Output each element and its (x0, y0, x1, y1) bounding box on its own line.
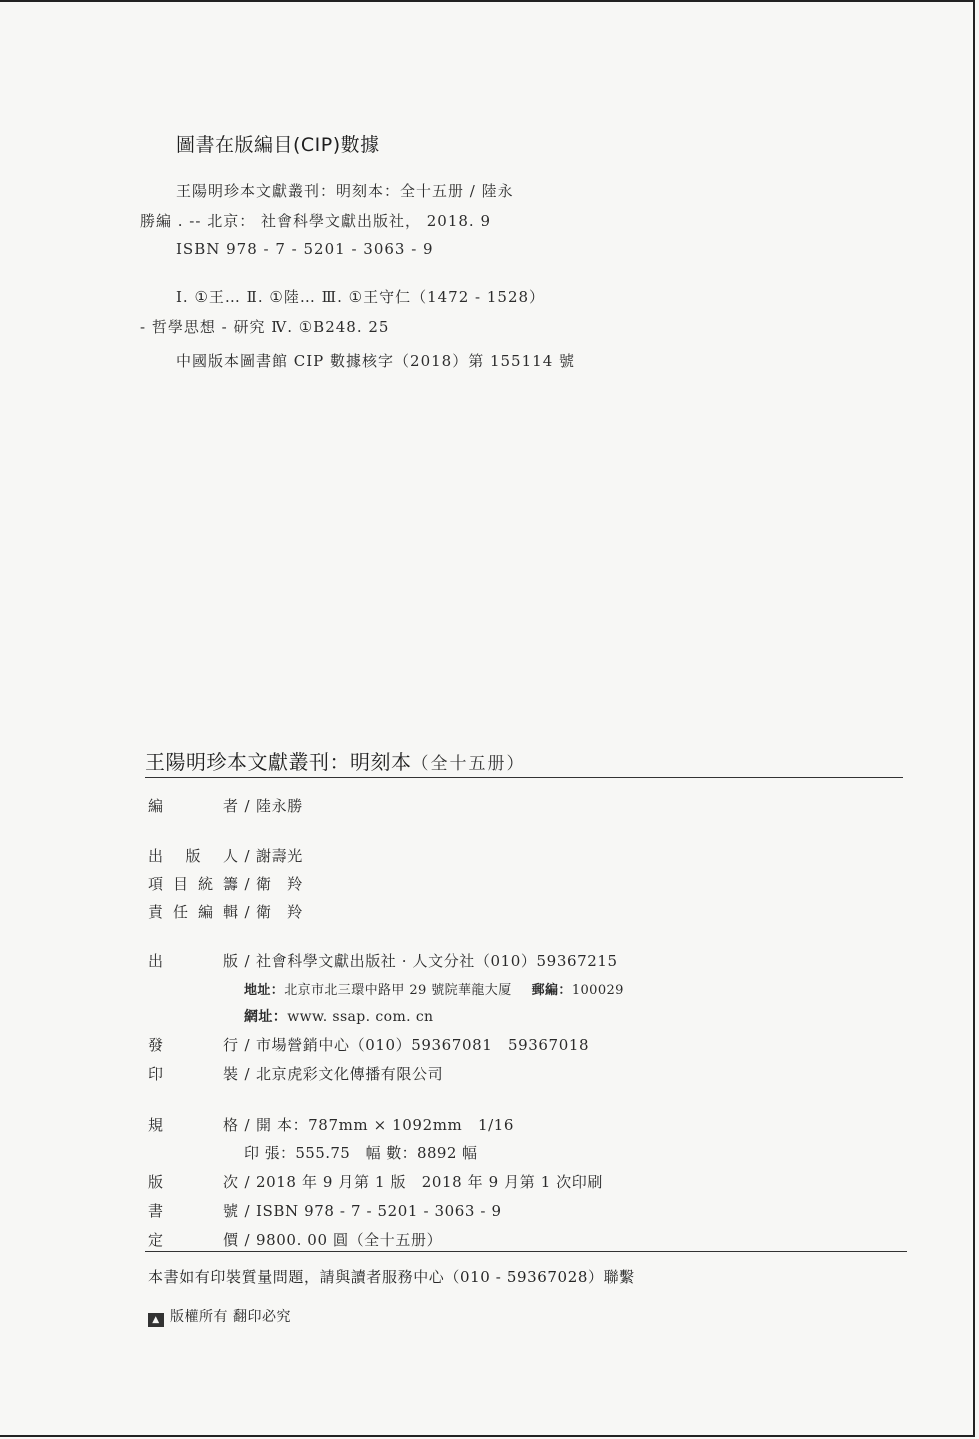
book-title (145, 746, 526, 775)
copyright-mark-icon: ▲ (148, 1313, 164, 1327)
row-price: 定價 / 9800. 00 圓（全十五册） (148, 1231, 443, 1249)
title-divider (145, 777, 903, 778)
publisher-website (244, 1006, 433, 1026)
row-label: 版次 (148, 1173, 238, 1191)
row-label: 發行 (148, 1036, 238, 1054)
website-value: www. ssap. com. cn (287, 1009, 434, 1025)
cip-heading: 圖書在版編目(CIP)數據 (176, 134, 380, 156)
row-label: 書號 (148, 1202, 238, 1220)
row-responsible-editor: 責任編輯 / 衛 羚 (148, 903, 303, 921)
address-label: 地址： (244, 983, 285, 998)
row-value: 社會科學文獻出版社 · 人文分社（010）59367215 (256, 952, 618, 970)
row-value: 陸永勝 (256, 797, 303, 815)
row-project-coordinator: 項目統籌 / 衛 羚 (148, 875, 303, 893)
row-label: 出版人 (148, 847, 238, 865)
row-value: 2018 年 9 月第 1 版 2018 年 9 月第 1 次印刷 (256, 1173, 604, 1191)
publisher-address (244, 979, 624, 998)
row-specs: 規格 / 開 本：787mm × 1092mm 1/16 (148, 1116, 515, 1134)
row-publishing: 出版 / 社會科學文獻出版社 · 人文分社（010）59367215 (148, 952, 618, 970)
website-label: 網址： (244, 1009, 288, 1025)
row-label: 編者 (148, 797, 238, 815)
cip-line-publisher: 勝編 . -- 北京： 社會科學文獻出版社， 2018. 9 (140, 212, 492, 230)
row-label: 項目統籌 (148, 875, 238, 893)
cip-line-classification: - 哲學思想 - 研究 Ⅳ. ①B248. 25 (140, 318, 390, 336)
row-value: 衛 羚 (256, 875, 303, 893)
row-label: 出版 (148, 952, 238, 970)
copyright-notice (148, 1306, 291, 1327)
quality-notice: 本書如有印裝質量問題，請與讀者服務中心（010 - 59367028）聯繫 (148, 1268, 635, 1286)
cip-line-subjects: Ⅰ. ①王… Ⅱ. ①陸… Ⅲ. ①王守仁（1472 - 1528） (176, 288, 546, 306)
row-edition: 版次 / 2018 年 9 月第 1 版 2018 年 9 月第 1 次印刷 (148, 1173, 604, 1191)
copyright-text: 版權所有 翻印必究 (170, 1309, 291, 1325)
row-editor: 編者 / 陸永勝 (148, 797, 303, 815)
row-isbn: 書號 / ISBN 978 - 7 - 5201 - 3063 - 9 (148, 1202, 502, 1220)
address-value: 北京市北三環中路甲 29 號院華龍大厦 (284, 983, 512, 998)
row-value: 北京虎彩文化傳播有限公司 (256, 1065, 444, 1083)
postcode-label: 郵編： (531, 983, 572, 998)
cip-line-isbn: ISBN 978 - 7 - 5201 - 3063 - 9 (176, 240, 434, 258)
row-publisher-person: 出版人 / 謝壽光 (148, 847, 303, 865)
row-value: 開 本：787mm × 1092mm 1/16 (256, 1116, 515, 1134)
footer-divider (145, 1251, 907, 1252)
row-label: 責任編輯 (148, 903, 238, 921)
row-value: 謝壽光 (256, 847, 303, 865)
row-value: 9800. 00 圓（全十五册） (256, 1231, 443, 1249)
cip-line-record-number: 中國版本圖書館 CIP 數據核字（2018）第 155114 號 (176, 352, 576, 370)
row-value: 市場營銷中心（010）59367081 59367018 (256, 1036, 590, 1054)
row-label: 印裝 (148, 1065, 238, 1083)
row-label: 定價 (148, 1231, 238, 1249)
postcode-value: 100029 (571, 983, 624, 998)
row-value: 衛 羚 (256, 903, 303, 921)
row-value: ISBN 978 - 7 - 5201 - 3063 - 9 (256, 1202, 502, 1220)
cip-line-title: 王陽明珍本文獻叢刊：明刻本：全十五册 / 陸永 (176, 182, 514, 200)
row-label: 規格 (148, 1116, 238, 1134)
specs-sheets: 印 張：555.75 幅 數：8892 幅 (244, 1144, 478, 1162)
book-title-text: 王陽明珍本文獻叢刊：明刻本 (145, 750, 412, 774)
row-distribution: 發行 / 市場營銷中心（010）59367081 59367018 (148, 1036, 590, 1054)
book-volumes: （全十五册） (411, 754, 526, 774)
row-printing: 印裝 / 北京虎彩文化傳播有限公司 (148, 1065, 444, 1083)
